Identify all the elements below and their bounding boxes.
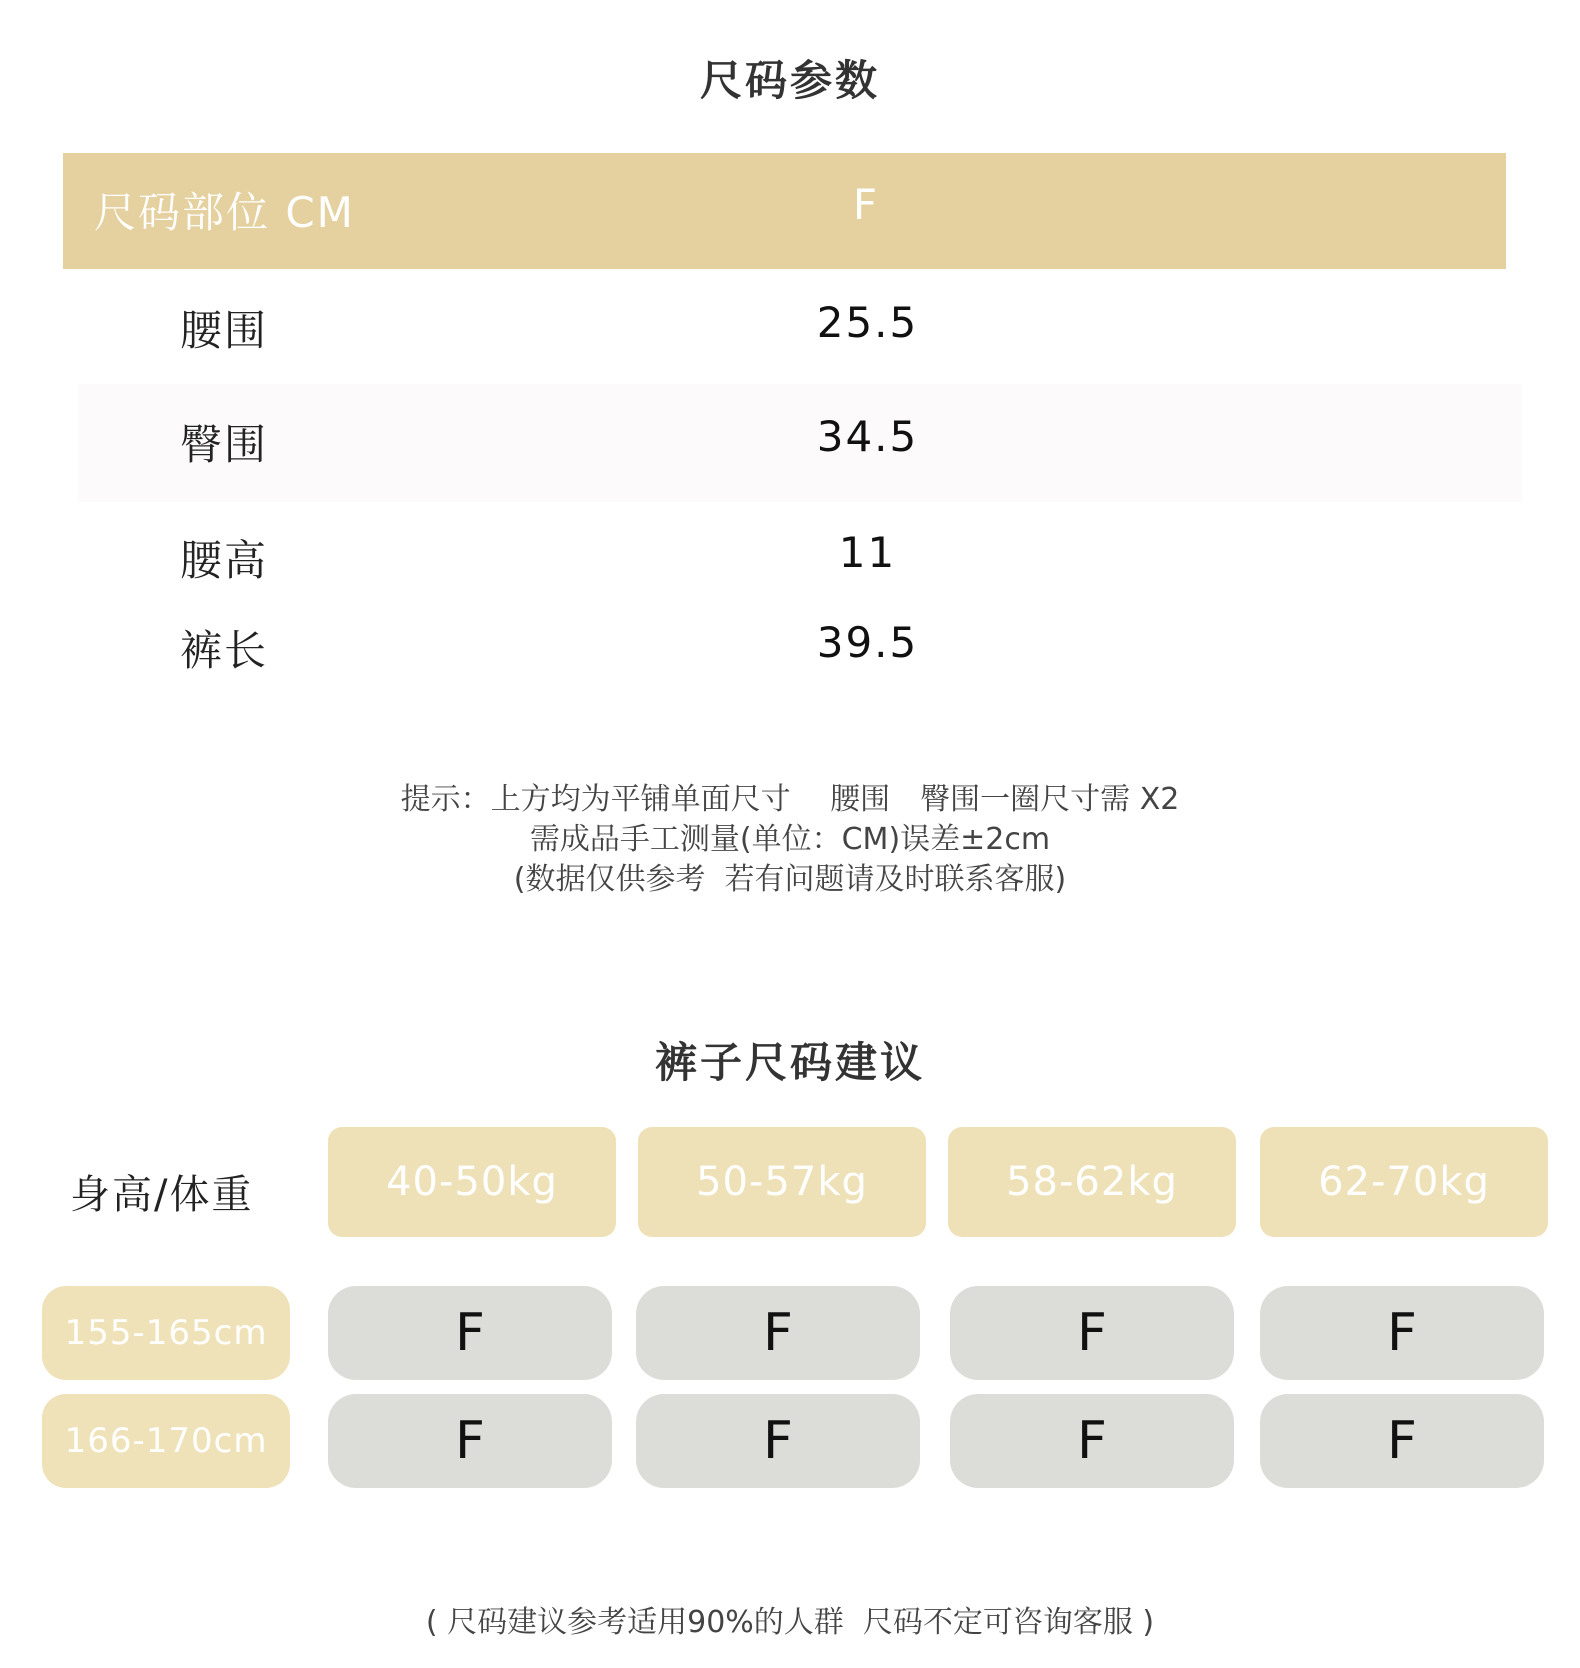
- note-line-2: 需成品手工测量(单位：CM)误差±2cm: [529, 822, 1051, 857]
- weight-header-4: 62-70kg: [1260, 1127, 1548, 1237]
- row-label-hip: 臀围: [180, 420, 269, 469]
- note-line-3: (数据仅供参考 若有问题请及时联系客服): [513, 862, 1067, 897]
- row-value-hip: 34.5: [816, 412, 919, 461]
- size-cell: F: [1260, 1394, 1544, 1488]
- row-value-length: 39.5: [816, 618, 919, 667]
- height-label-2: 166-170cm: [42, 1394, 290, 1488]
- table-header-size: F: [852, 180, 878, 229]
- weight-header-1: 40-50kg: [328, 1127, 616, 1237]
- size-cell: F: [950, 1286, 1234, 1380]
- footer-note: ( 尺码建议参考适用90%的人群 尺码不定可咨询客服 ): [425, 1605, 1155, 1640]
- row-value-rise: 11: [838, 528, 897, 577]
- weight-header-3: 58-62kg: [948, 1127, 1236, 1237]
- size-cell: F: [1260, 1286, 1544, 1380]
- size-cell: F: [328, 1394, 612, 1488]
- height-weight-label: 身高/体重: [70, 1172, 254, 1218]
- size-cell: F: [950, 1394, 1234, 1488]
- row-label-waist: 腰围: [180, 306, 269, 355]
- size-cell: F: [636, 1394, 920, 1488]
- recommend-title: 裤子尺码建议: [654, 1038, 925, 1087]
- row-value-waist: 25.5: [816, 298, 919, 347]
- weight-header-2: 50-57kg: [638, 1127, 926, 1237]
- note-line-1: 提示：上方均为平铺单面尺寸 腰围 臀围一圈尺寸需 X2: [400, 782, 1180, 817]
- table-header-label: 尺码部位 CM: [94, 188, 355, 237]
- row-label-rise: 腰高: [180, 536, 269, 585]
- size-cell: F: [636, 1286, 920, 1380]
- height-label-1: 155-165cm: [42, 1286, 290, 1380]
- size-cell: F: [328, 1286, 612, 1380]
- row-label-length: 裤长: [180, 626, 269, 675]
- size-params-title: 尺码参数: [699, 56, 880, 105]
